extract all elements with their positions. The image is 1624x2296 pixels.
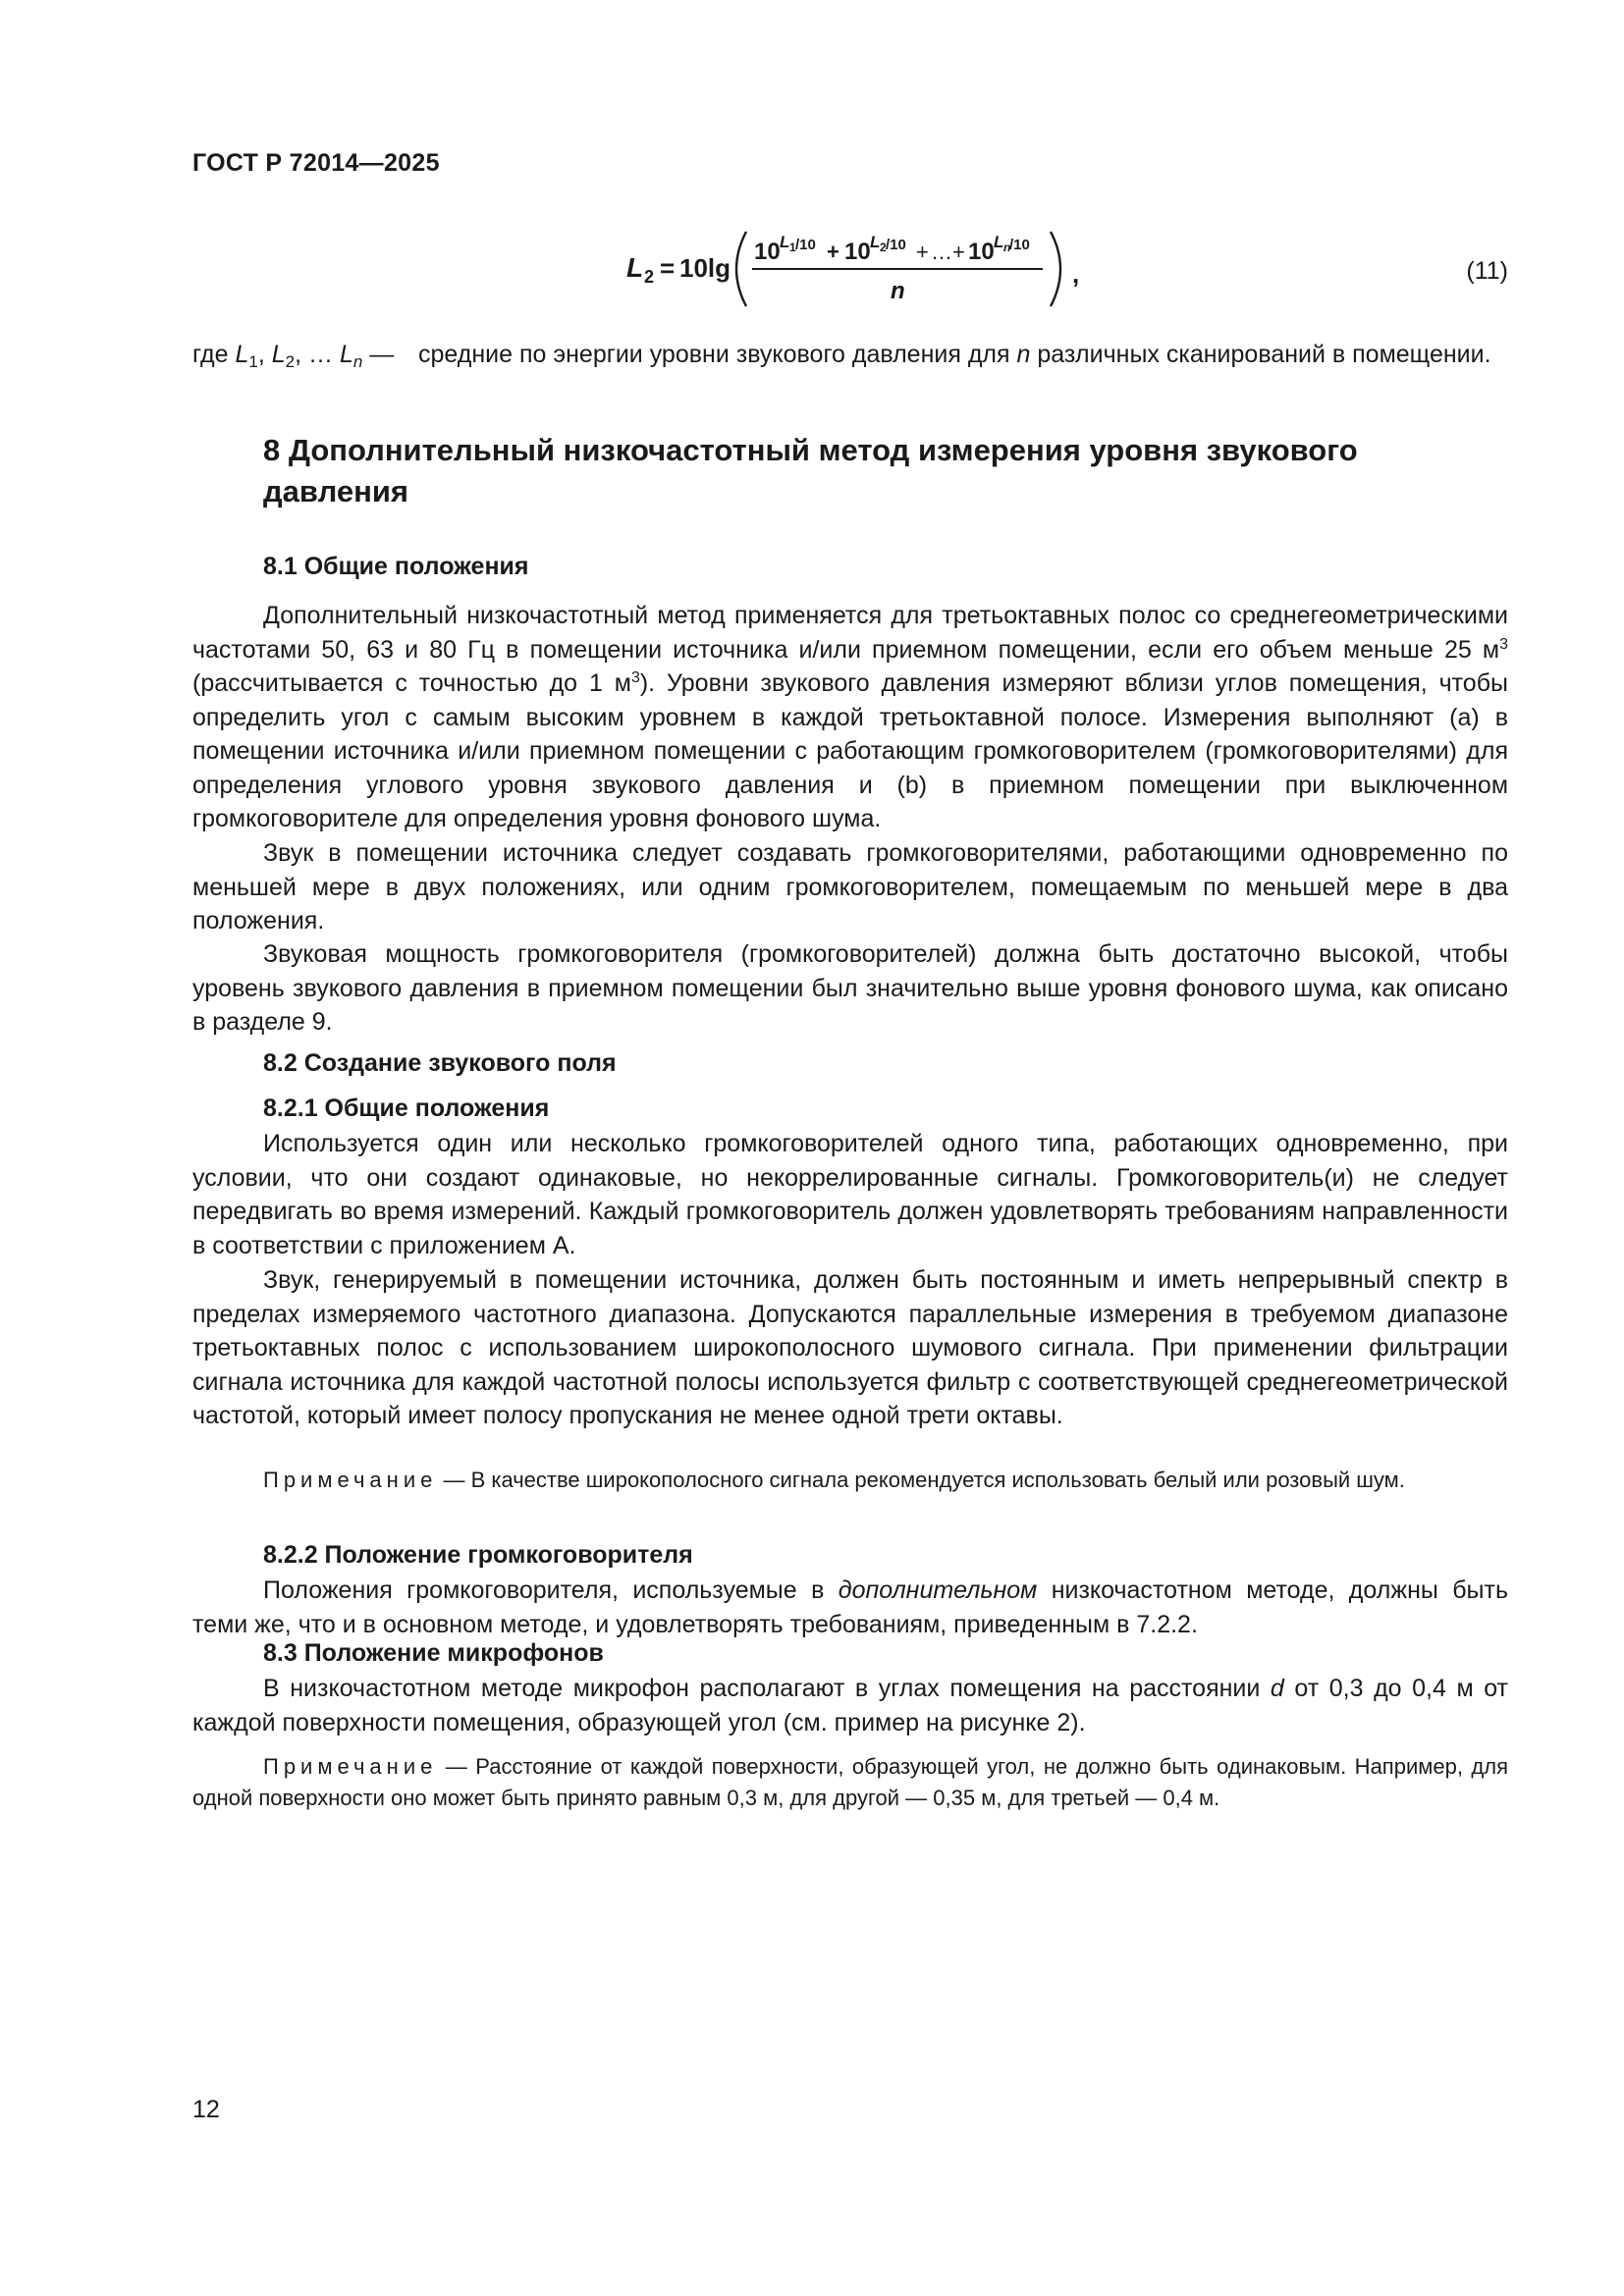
section-8-2-1-paragraph-2: Звук, генерируемый в помещении источника, должен быть постоянным и иметь непрерывный спектр в пределах измеряемого частотного диапазона. Допускаются параллельные измерения в требуемом диапазоне третьоктавных полос с использованием широкополосного шумового сигнала. При применении фильтрации сигнала источника для каждой частотной полосы используется фильтр с соответствующей среднегеометрической частотой, который имеет полосу пропускания не менее одной трети октавы.: [192, 1266, 1508, 1429]
formula-lhs: L: [626, 252, 644, 283]
term1-exp-den: /10: [795, 237, 816, 253]
ellipsis: …: [931, 240, 952, 264]
section-8-3-paragraph: В низкочастотном методе микрофон располагают в углах помещения на расстоянии d от 0,3 до 0,4 м от каждой поверхности помещения, образующей угол (см. пример на рисунке 2).: [192, 1675, 1508, 1736]
term2-base: 10: [844, 239, 871, 265]
section-8-2-1-paragraph-1: Используется один или несколько громкоговорителей одного типа, работающих одновременно, при условии, что они создают одинаковые, но некоррелированные сигналы. Громкоговоритель(и) не следует передвигать во время измерений. Каждый громкоговоритель должен удовлетворять требованиям направленности в соответствии с приложением А.: [192, 1130, 1508, 1259]
variable-definition: [192, 336, 1508, 373]
formula-function: 10lg: [679, 253, 731, 283]
termn-base: 10: [968, 239, 995, 265]
note-label: Примечание: [263, 1468, 438, 1492]
formula-lhs-sub: 2: [644, 267, 655, 287]
equation-number: (11): [1466, 257, 1508, 285]
plus-1: +: [827, 240, 839, 264]
section-8-2-heading: 8.2 Создание звукового поля: [263, 1049, 617, 1077]
term1-base: 10: [754, 239, 781, 265]
formula-equals: =: [660, 253, 676, 283]
section-8-1-paragraph-1: Дополнительный низкочастотный метод применяется для третьоктавных полос со среднегеометрическими частотами 50, 63 и 80 Гц в помещении источника и/или приемном помещении, если его объем меньше 25 $м^3$ (рассчитывается с точностью до 1 $м^3$). Уровни звукового давления измеряют вблизи углов помещения, чтобы определить угол с самым высоким уровнем в каждой третьоктавной полосе. Измерения выполняют (а) в помещении источника и/или приемном помещении с работающим громкоговорителем (громкоговорителями) для определения углового уровня звукового давления и (b) в приемном помещении при выключенном громкоговорителе для определения уровня фонового шума.: [192, 602, 1508, 832]
page-number: 12: [192, 2096, 220, 2123]
section-8-1-paragraph-3: Звуковая мощность громкоговорителя (громкоговорителей) должна быть достаточно высокой, чтобы уровень звукового давления в приемном помещении был значительно выше уровня фонового шума, как описано в разделе 9.: [192, 940, 1508, 1036]
section-8-heading: 8 Дополнительный низкочастотный метод измерения уровня звукового давления: [263, 433, 1358, 508]
term2-exp-den: /10: [886, 237, 906, 253]
note-label: Примечание: [263, 1754, 438, 1779]
section-8-2-1-heading: 8.2.1 Общие положения: [263, 1095, 550, 1122]
term2-exp-sub: 2: [880, 240, 887, 254]
term1-exp-sub: 1: [789, 240, 796, 254]
variable-description: средние по энергии уровни звукового давления для n различных сканирований в помещении.: [418, 341, 1491, 368]
section-8-2-2-heading: 8.2.2 Положение громкоговорителя: [263, 1541, 693, 1569]
section-8-3-note: Примечание — Расстояние от каждой поверхности, образующей угол, не должно быть одинаковым. Например, для одной поверхности оно может быть принято равным 0,3 м, для другой — 0,35 м, для третьей — 0,4 м.: [192, 1754, 1508, 1810]
plus-2: +: [916, 240, 929, 264]
variable-list: где $L_1$, $L_2$, … $L_n$ —: [192, 341, 395, 371]
left-paren: [736, 232, 746, 306]
termn-exp-sub: n: [1003, 240, 1011, 254]
section-8-1-paragraph-2: Звук в помещении источника следует создавать громкоговорителями, работающими одновременно по меньшей мере в двух положениях, или одним громкоговорителем, помещаемым по меньшей мере в два положения.: [192, 839, 1508, 934]
formula-denominator: n: [891, 278, 905, 304]
standard-code-header: ГОСТ Р 72014—2025: [192, 149, 440, 177]
formula-11: [619, 224, 1090, 314]
section-8-3-heading: 8.3 Положение микрофонов: [263, 1639, 604, 1667]
term1-exp: L: [780, 233, 790, 251]
section-8-2-2-paragraph: Положения громкоговорителя, используемые в дополнительном низкочастотном методе, должны быть теми же, что и в основном методе, и удовлетворять требованиям, приведенным в 7.2.2.: [192, 1576, 1508, 1638]
termn-exp-den: /10: [1009, 237, 1030, 253]
plus-3: +: [952, 240, 965, 264]
section-8-1-heading: 8.1 Общие положения: [263, 553, 529, 580]
right-paren: [1051, 232, 1060, 306]
formula-comma: ,: [1072, 259, 1080, 289]
section-8-2-1-note: Примечание — В качестве широкополосного сигнала рекомендуется использовать белый или розовый шум.: [263, 1468, 1405, 1492]
term2-exp: L: [870, 233, 881, 251]
termn-exp: L: [994, 233, 1004, 251]
